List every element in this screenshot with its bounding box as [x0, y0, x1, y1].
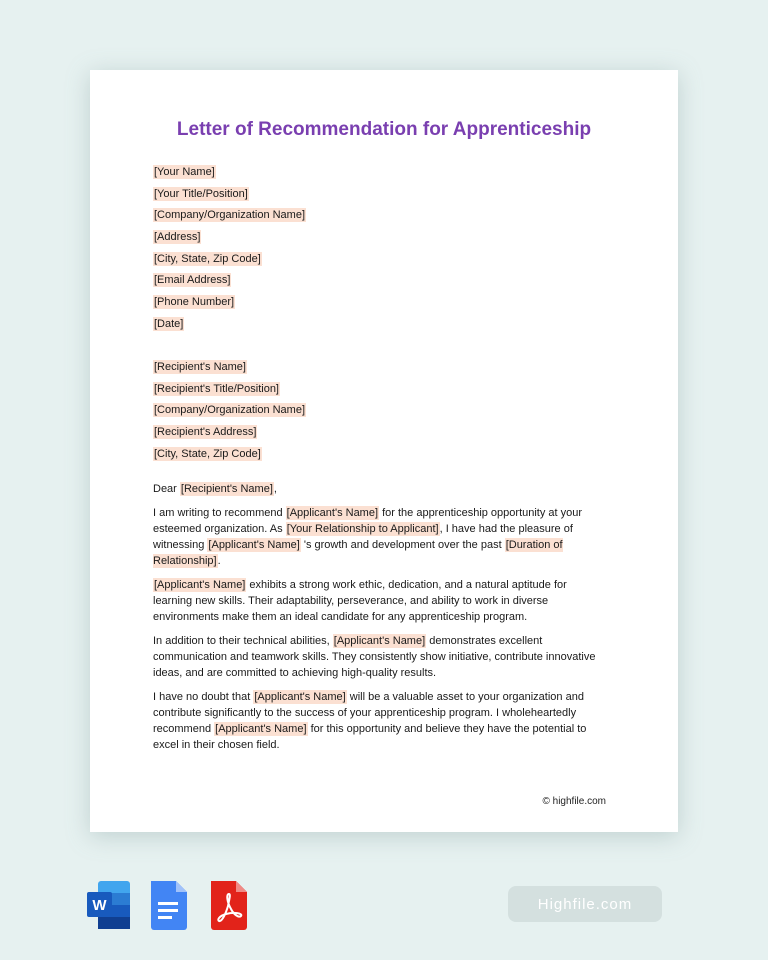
recipient-name: [Recipient's Name] [154, 361, 246, 373]
paragraph-4: I have no doubt that [Applicant's Name] will be a valuable asset to your organization and contribute significantly to the success of your apprenticeship program. I wholeheartedly recommend [Applicant's Name] for this opportunity and believe they have the potential to excel in their chosen field. [153, 691, 587, 751]
sender-phone: [Phone Number] [154, 296, 235, 309]
recipient-company: [Company/Organization Name] [154, 404, 306, 417]
salutation: Dear [Recipient's Name], [153, 483, 277, 495]
recipient-block [153, 357, 306, 465]
sender-name: [Your Name] [154, 166, 215, 178]
document-title: Letter of Recommendation for Apprenticeship [176, 119, 592, 140]
letter-date: [Date] [154, 317, 184, 330]
sender-city: [City, State, Zip Code] [154, 252, 261, 265]
svg-text:W: W [92, 897, 107, 914]
format-icons [86, 878, 252, 932]
sender-title: [Your Title/Position] [154, 187, 248, 200]
paragraph-1: I am writing to recommend [Applicant's Name] for the apprenticeship opportunity at your esteemed organization. As [Your Relationship to Applicant], I have had the pleasure of witnessing [Applicant's Name] 's growth and development over the past [Duration of Relationship]. [153, 507, 583, 567]
sender-address: [Address] [154, 231, 201, 244]
recipient-address: [Recipient's Address] [154, 426, 257, 439]
recipient-city: [City, State, Zip Code] [154, 447, 261, 460]
sender-email: [Email Address] [154, 274, 231, 287]
letter-body [153, 481, 608, 761]
sender-company: [Company/Organization Name] [154, 209, 306, 222]
google-docs-icon[interactable] [146, 878, 192, 932]
highfile-badge[interactable]: Highfile.com [508, 886, 662, 922]
word-icon[interactable] [86, 878, 132, 932]
paragraph-3: In addition to their technical abilities, [Applicant's Name] demonstrates excellent communication and teamwork skills. They consistently show initiative, contribute innovative ideas, and are committed to achieving high-quality results. [153, 635, 596, 679]
sender-block [153, 162, 306, 336]
document-page [90, 70, 678, 832]
paragraph-2: [Applicant's Name] exhibits a strong work ethic, dedication, and a natural aptitude for learning new skills. Their adaptability, perseverance, and ability to work in diverse environments make them an ideal candidate for any apprenticeship program. [153, 579, 567, 623]
recipient-title: [Recipient's Title/Position] [154, 382, 279, 395]
pdf-icon[interactable] [206, 878, 252, 932]
copyright-text: © highfile.com [542, 796, 606, 807]
